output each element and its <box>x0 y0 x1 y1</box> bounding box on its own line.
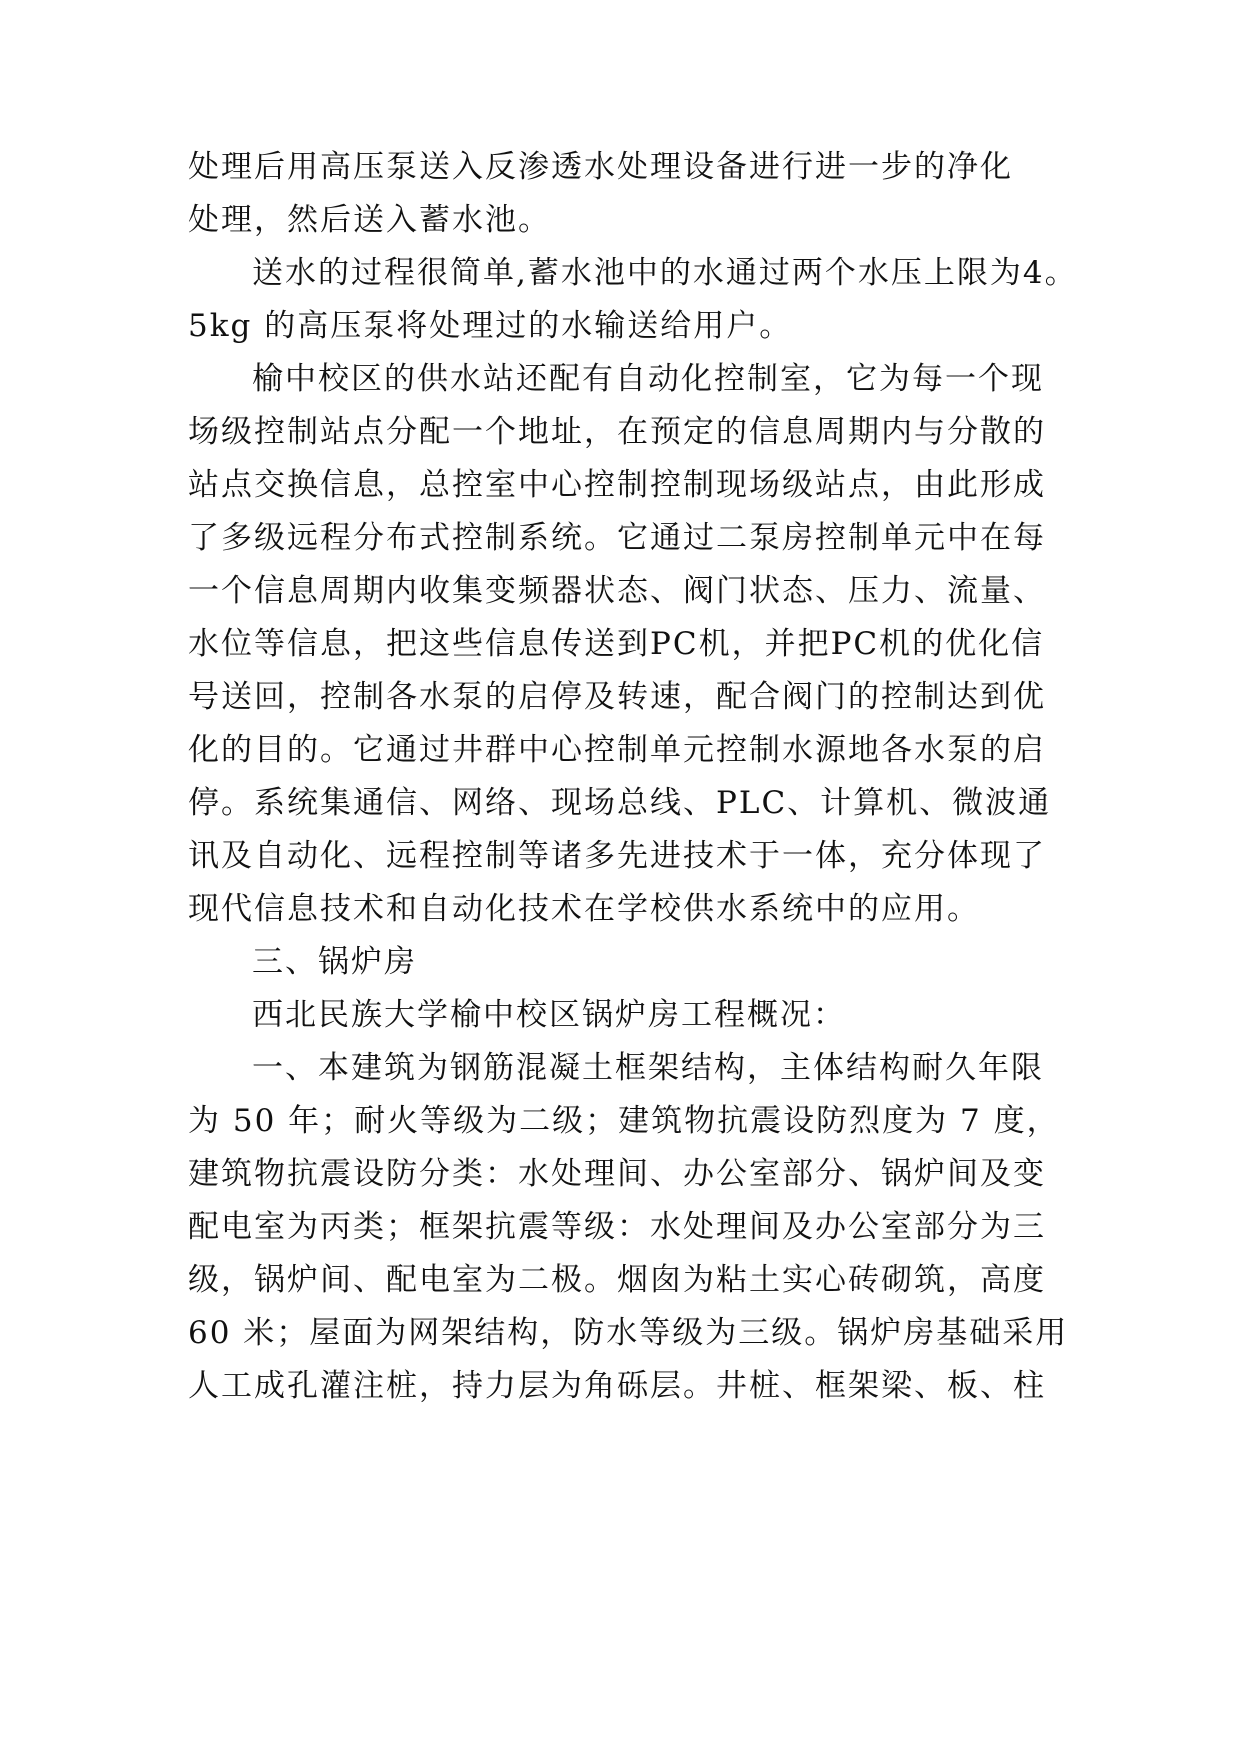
text-line: 配电室为丙类；框架抗震等级：水处理间及办公室部分为三 <box>188 1209 1046 1245</box>
text-line: 现代信息技术和自动化技术在学校供水系统中的应用。 <box>188 891 980 927</box>
section-heading: 三、锅炉房 <box>252 944 417 980</box>
text-line: 水位等信息，把这些信息传送到PC机，并把PC机的优化信 <box>188 626 1045 662</box>
text-line: 号送回，控制各水泵的启停及转速，配合阀门的控制达到优 <box>188 679 1046 715</box>
text-line: 榆中校区的供水站还配有自动化控制室，它为每一个现 <box>252 361 1044 397</box>
text-line: 送水的过程很简单,蓄水池中的水通过两个水压上限为4。 <box>252 255 1078 291</box>
text-line: 为 50 年；耐火等级为二级；建筑物抗震设防烈度为 7 度， <box>188 1103 1060 1139</box>
text-line: 站点交换信息，总控室中心控制控制现场级站点，由此形成 <box>188 467 1046 503</box>
text-line: 处理，然后送入蓄水池。 <box>188 202 551 238</box>
text-line: 化的目的。它通过井群中心控制单元控制水源地各水泵的启 <box>188 732 1046 768</box>
text-line: 人工成孔灌注桩，持力层为角砾层。井桩、框架梁、板、柱 <box>188 1368 1046 1404</box>
text-line: 场级控制站点分配一个地址，在预定的信息周期内与分散的 <box>188 414 1046 450</box>
text-line: 一、本建筑为钢筋混凝土框架结构，主体结构耐久年限 <box>252 1050 1044 1086</box>
text-line: 了多级远程分布式控制系统。它通过二泵房控制单元中在每 <box>188 520 1046 556</box>
text-line: 西北民族大学榆中校区锅炉房工程概况： <box>252 997 846 1033</box>
text-line: 讯及自动化、远程控制等诸多先进技术于一体，充分体现了 <box>188 838 1046 874</box>
text-line: 处理后用高压泵送入反渗透水处理设备进行进一步的净化 <box>188 149 1013 185</box>
text-line: 建筑物抗震设防分类：水处理间、办公室部分、锅炉间及变 <box>188 1156 1046 1192</box>
text-line: 5kg 的高压泵将处理过的水输送给用户。 <box>188 308 793 344</box>
text-line: 60 米；屋面为网架结构，防水等级为三级。锅炉房基础采用 <box>188 1315 1069 1351</box>
text-line: 级，锅炉间、配电室为二极。烟囱为粘土实心砖砌筑，高度 <box>188 1262 1046 1298</box>
text-line: 停。系统集通信、网络、现场总线、PLC、计算机、微波通 <box>188 785 1052 821</box>
text-line: 一个信息周期内收集变频器状态、阀门状态、压力、流量、 <box>188 573 1046 609</box>
